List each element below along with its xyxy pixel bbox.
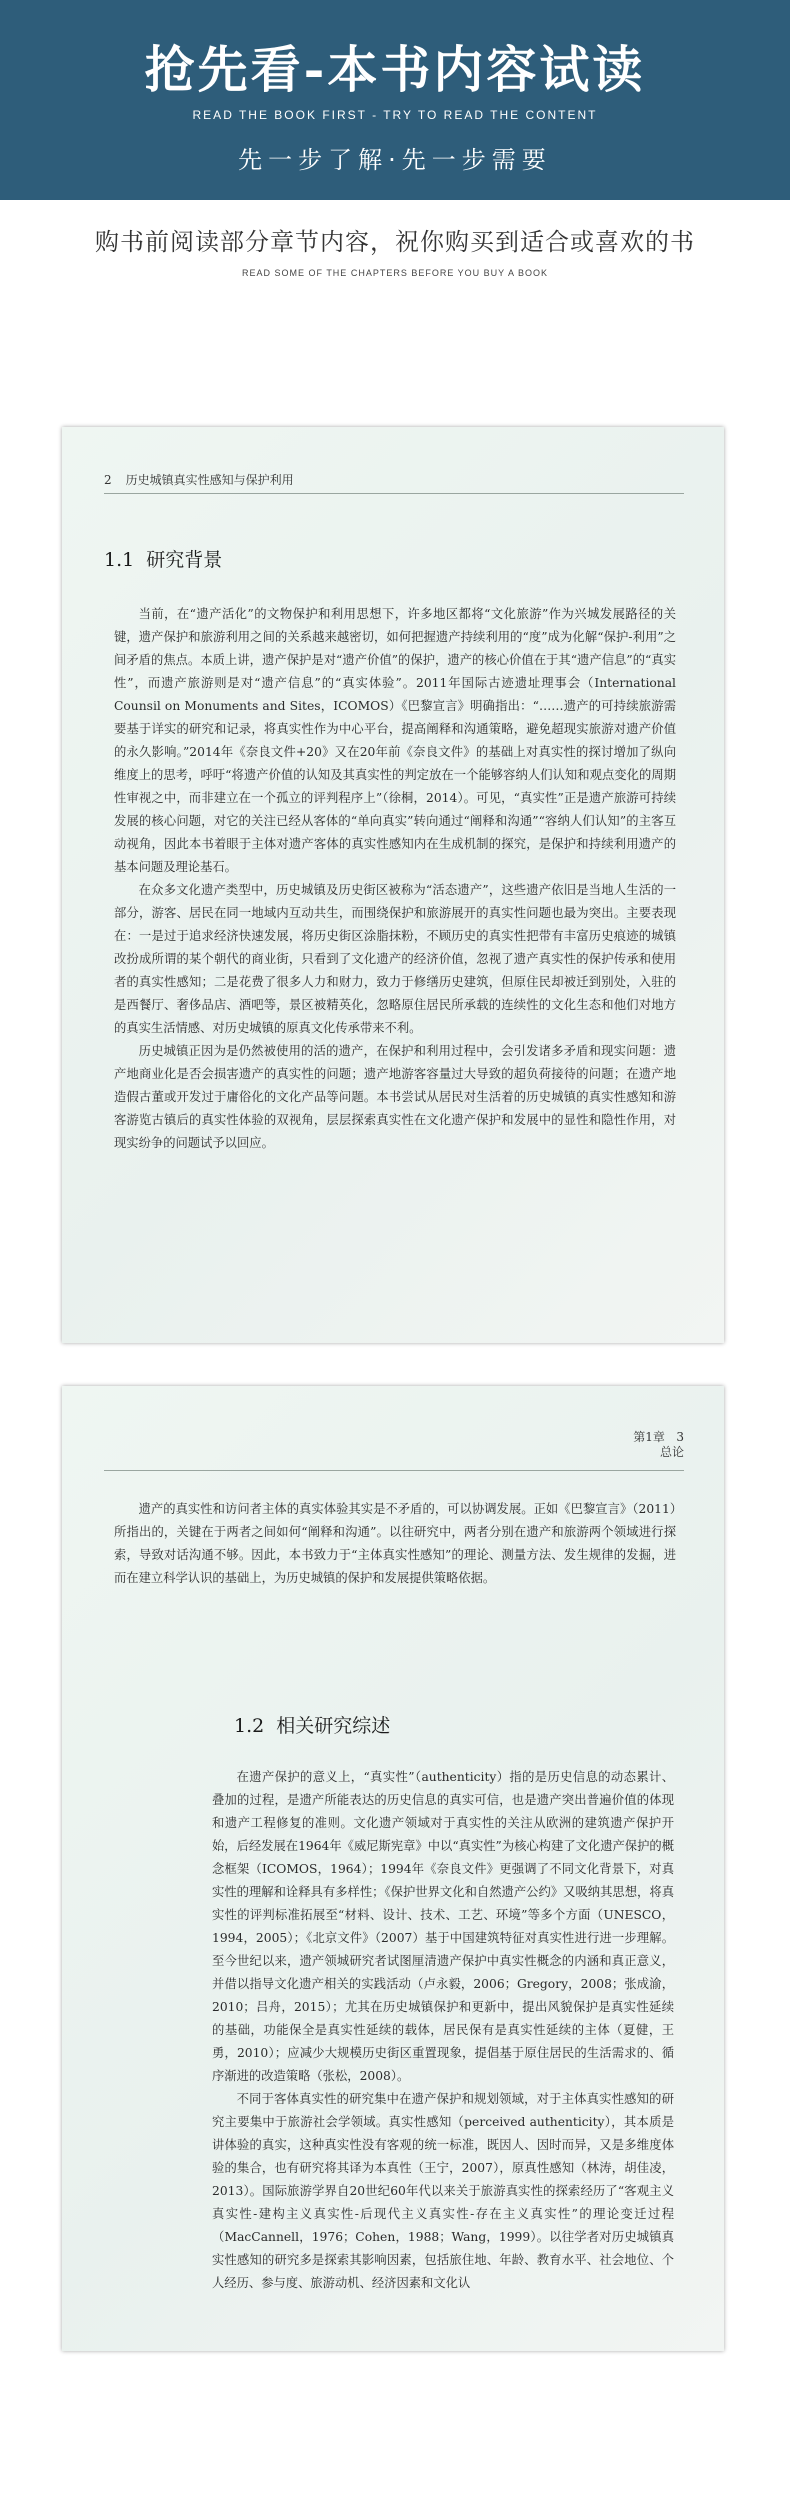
paragraph: 当前，在“遗产活化”的文物保护和利用思想下，许多地区都将“文化旅游”作为兴城发展路径的关键，遗产保护和旅游利用之间的关系越来越密切，如何把握遗产持续利用的“度”成为化解“保护-利用”之间矛盾的焦点。本质上讲，遗产保护是对“遗产价值”的保护，遗产的核心价值在于其“遗产信息”的“真实性”，而遗产旅游则是对“遗产信息”的“真实体验”。2011年国际古迹遗址理事会（International Counsil on Monuments and Sites，ICOMOS）《巴黎宣言》明确指出：“……遗产的可持续旅游需要基于详实的研究和记录，将真实性作为中心平台，提高阐释和沟通策略，避免超现实旅游对遗产价值的永久影响。”2014年《奈良文件+20》又在20年前《奈良文件》的基础上对真实性的探讨增加了纵向维度上的思考，呼吁“将遗产价值的认知及其真实性的判定放在一个能够容纳人们认知和观点变化的周期性审视之中，而非建立在一个孤立的评判程序上”（徐桐，2014）。可见，“真实性”正是遗产旅游可持续发展的核心问题，对它的关注已经从客体的“单向真实”转向通过“阐释和沟通”“容纳人们认知”的主客互动视角，因此本书着眼于主体对遗产客体的真实性感知内在生成机制的探究，是保护和持续利用遗产的基本问题及理论基石。 [114,607,676,874]
header-rule [104,1470,684,1471]
chapter-label: 第1章 [633,1430,665,1444]
paragraph: 在遗产保护的意义上，“真实性”（authenticity）指的是历史信息的动态累计、叠加的过程，是遗产所能表达的历史信息的真实可信，也是遗产突出普遍价值的体现和遗产工程修复的准则。文化遗产领域对于真实性的关注从欧洲的建筑遗产保护开始，后经发展在1964年《威尼斯宪章》中以“真实性”为核心构建了文化遗产保护的概念框架（ICOMOS，1964）；1994年《奈良文件》更强调了不同文化背景下，对真实性的理解和诠释具有多样性；《保护世界文化和自然遗产公约》又吸纳其思想，将真实性的评判标准拓展至“材料、设计、技术、工艺、环境”等多个方面（UNESCO，1994，2005）；《北京文件》（2007）基于中国建筑特征对真实性进行进一步理解。至今世纪以来，遗产领城研究者试图厘清遗产保护中真实性概念的内涵和真正意义，并借以指导文化遗产相关的实践活动（卢永毅，2006；Gregory，2008；张成渝，2010；吕舟，2015）；尤其在历史城镇保护和更新中，提出风貌保护是真实性延续的基础，功能保全是真实性延续的载体，居民保有是真实性延续的主体（夏健，王勇，2010）；应减少大规模历史街区重置现象，提倡基于原住居民的生活需求的、循序渐进的改造策略（张松，2008）。 [212,1770,674,2083]
banner-subtitle: READ THE BOOK FIRST - TRY TO READ THE CONTENT [192,108,598,122]
header-banner [0,0,790,200]
book-page-2 [62,427,724,1343]
book-page-3 [62,1386,724,2351]
section-heading [234,1711,390,1738]
paragraph: 历史城镇正因为是仍然被使用的活的遗产，在保护和利用过程中，会引发诸多矛盾和现实问题：遗产地商业化是否会损害遗产的真实性的问题；遗产地游客容量过大导致的超负荷接待的问题；在遗产地造假古董或开发过于庸俗化的文化产品等问题。本书尝试从居民对生活着的历史城镇的真实性感知和游客游览古镇后的真实性体验的双视角，层层探索真实性在文化遗产保护和发展中的显性和隐性作用，对现实纷争的问题试予以回应。 [114,1044,676,1150]
banner-title: 抢先看-本书内容试读 [144,40,646,99]
chapter-title-head: 总论 [659,1445,684,1459]
section-number: 1.2 [234,1715,265,1737]
body-text [212,1766,674,2295]
page-number: 3 [676,1430,684,1444]
book-title-head: 历史城镇真实性感知与保护利用 [125,473,294,487]
banner-tagline: 先一步了解·先一步需要 [238,146,552,174]
paragraph: 遗产的真实性和访问者主体的真实体验其实是不矛盾的，可以协调发展。正如《巴黎宣言》（2011）所指出的，关键在于两者之间如何“阐释和沟通”。以往研究中，两者分别在遗产和旅游两个领域进行探索，导致对话沟通不够。因此，本书致力于“主体真实性感知”的理论、测量方法、发生规律的发掘，进而在建立科学认识的基础上，为历史城镇的保护和发展提供策略依据。 [114,1502,676,1585]
section-title: 研究背景 [146,549,223,571]
header-rule [104,493,684,494]
intro-subtitle: READ SOME OF THE CHAPTERS BEFORE YOU BUY A BOOK [241,268,549,278]
page-number: 2 [104,473,112,487]
body-text [114,603,676,1155]
section-number: 1.1 [104,549,135,571]
paragraph: 不同于客体真实性的研究集中在遗产保护和规划领域，对于主体真实性感知的研究主要集中于旅游社会学领域。真实性感知（perceived authenticity），其本质是讲体验的真实，这种真实性没有客观的统一标准，既因人、因时而异，又是多维度体验的集合，也有研究将其译为本真性（王宁，2007），原真性感知（林涛，胡佳凌，2013）。国际旅游学界自20世纪60年代以来关于旅游真实性的探索经历了“客观主义真实性-建构主义真实性-后现代主义真实性-存在主义真实性”的理论变迁过程（MacCannell，1976；Cohen，1988；Wang，1999）。以往学者对历史城镇真实性感知的研究多是探索其影响因素，包括旅住地、年龄、教育水平、社会地位、个人经历、参与度、旅游动机、经济因素和文化认 [212,2092,674,2290]
intro-title: 购书前阅读部分章节内容，祝你购买到适合或喜欢的书 [95,228,695,256]
running-head [104,471,294,488]
section-heading [104,545,222,572]
running-head [633,1430,684,1460]
section-title: 相关研究综述 [276,1715,391,1737]
lead-text [114,1498,676,1590]
paragraph: 在众多文化遗产类型中，历史城镇及历史街区被称为“活态遗产”，这些遗产依旧是当地人生活的一部分，游客、居民在同一地域内互动共生，而围绕保护和旅游展开的真实性问题也最为突出。主要表现在：一是过于追求经济快速发展，将历史街区涂脂抹粉，不顾历史的真实性把带有丰富历史痕迹的城镇改扮成所谓的某个朝代的商业街，只看到了文化遗产的经济价值，忽视了遗产真实性的保护传承和使用者的真实性感知；二是花费了很多人力和财力，致力于修缮历史建筑，但原住民却被迁到别处，入驻的是西餐厅、奢侈品店、酒吧等，景区被精英化，忽略原住居民所承载的连续性的文化生态和他们对地方的真实生活情感、对历史城镇的原真文化传承带来不利。 [114,883,676,1035]
